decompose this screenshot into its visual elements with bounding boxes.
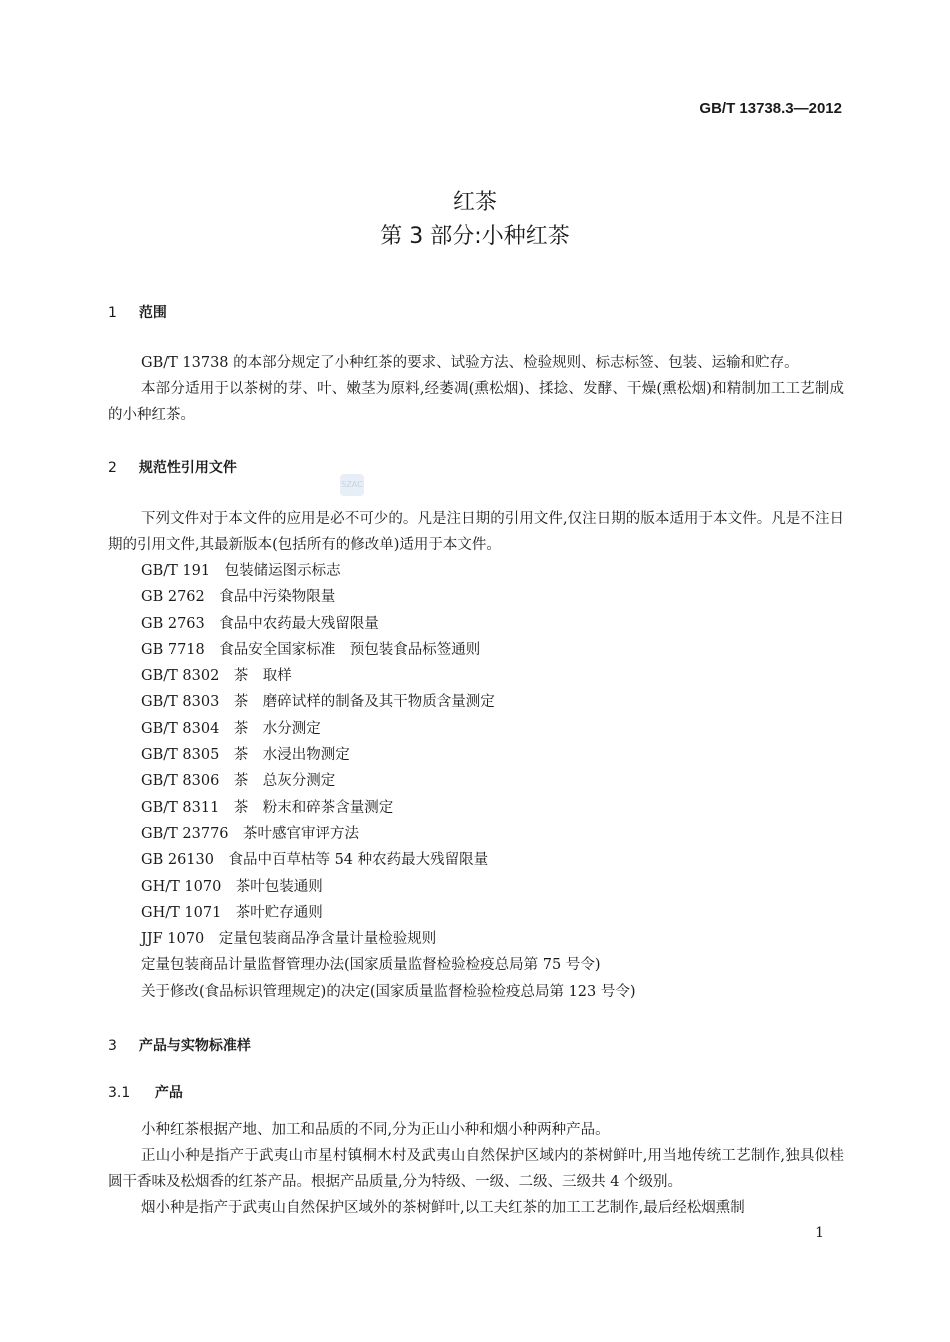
reference-item: GB 26130 食品中百草枯等 54 种农药最大残留限量 (141, 852, 489, 869)
watermark-logo: SZAC (340, 474, 364, 496)
reference-item: GB 2763 食品中农药最大残留限量 (141, 615, 379, 632)
reference-item: GB/T 8302 茶 取样 (141, 668, 292, 685)
reference-item: GH/T 1071 茶叶贮存通则 (141, 904, 323, 921)
paragraph: GB/T 13738 的本部分规定了小种红茶的要求、试验方法、检验规则、标志标签、包装、运输和贮存。 (141, 355, 799, 371)
document-subtitle: 第 3 部分:小种红茶 (380, 224, 570, 249)
reference-list (141, 558, 841, 1005)
paragraph: 烟小种是指产于武夷山自然保护区域外的茶树鲜叶,以工夫红茶的加工工艺制作,最后经松烟熏制 (141, 1200, 745, 1216)
section-title: 范围 (138, 305, 167, 321)
section-3-1-heading (108, 1082, 183, 1102)
section-number: 3.1 (108, 1085, 131, 1101)
reference-item: GB 7718 食品安全国家标准 预包装食品标签通则 (141, 641, 481, 658)
section-title: 产品 (154, 1085, 183, 1101)
document-title: 红茶 (452, 190, 497, 215)
paragraph: 本部分适用于以茶树的芽、叶、嫩茎为原料,经萎凋(熏松烟)、揉捻、发酵、干燥(熏松烟)和精制加工工艺制成的小种红茶。 (108, 381, 844, 423)
section-3-heading (108, 1035, 251, 1055)
section-title: 产品与实物标准样 (138, 1038, 251, 1054)
reference-item: GB/T 8311 茶 粉末和碎茶含量测定 (141, 799, 394, 816)
paragraph: 正山小种是指产于武夷山市星村镇桐木村及武夷山自然保护区域内的茶树鲜叶,用当地传统工艺制作,独具似桂圆干香味及松烟香的红茶产品。根据产品质量,分为特级、一级、二级、三级共 4 个级别。 (108, 1148, 844, 1190)
reference-item: JJF 1070 定量包装商品净含量计量检验规则 (141, 931, 437, 948)
section-2-heading (108, 457, 237, 477)
section-title: 规范性引用文件 (138, 460, 237, 476)
paragraph: 小种红茶根据产地、加工和品质的不同,分为正山小种和烟小种两种产品。 (141, 1122, 610, 1138)
reference-item: GB 2762 食品中污染物限量 (141, 589, 336, 606)
section-number: 1 (108, 305, 117, 321)
reference-item: 定量包装商品计量监督管理办法(国家质量监督检验检疫总局第 75 号令) (141, 957, 601, 974)
paragraph: 下列文件对于本文件的应用是必不可少的。凡是注日期的引用文件,仅注日期的版本适用于本文件。凡是不注日期的引用文件,其最新版本(包括所有的修改单)适用于本文件。 (108, 511, 844, 553)
reference-item: GB/T 191 包装储运图示标志 (141, 563, 341, 579)
reference-item: GH/T 1070 茶叶包装通则 (141, 878, 323, 895)
reference-item: GB/T 8306 茶 总灰分测定 (141, 773, 336, 790)
reference-item: GB/T 8304 茶 水分测定 (141, 720, 321, 737)
reference-item: 关于修改(食品标识管理规定)的决定(国家质量监督检验检疫总局第 123 号令) (141, 983, 636, 1000)
standard-code: GB/T 13738.3—2012 (699, 100, 842, 117)
section-number: 2 (108, 460, 117, 476)
reference-item: GB/T 8303 茶 磨碎试样的制备及其干物质含量测定 (141, 694, 495, 711)
page-number: 1 (815, 1225, 824, 1241)
reference-item: GB/T 23776 茶叶感官审评方法 (141, 825, 360, 842)
section-number: 3 (108, 1038, 117, 1054)
reference-item: GB/T 8305 茶 水浸出物测定 (141, 747, 350, 764)
section-1-heading (108, 302, 167, 322)
